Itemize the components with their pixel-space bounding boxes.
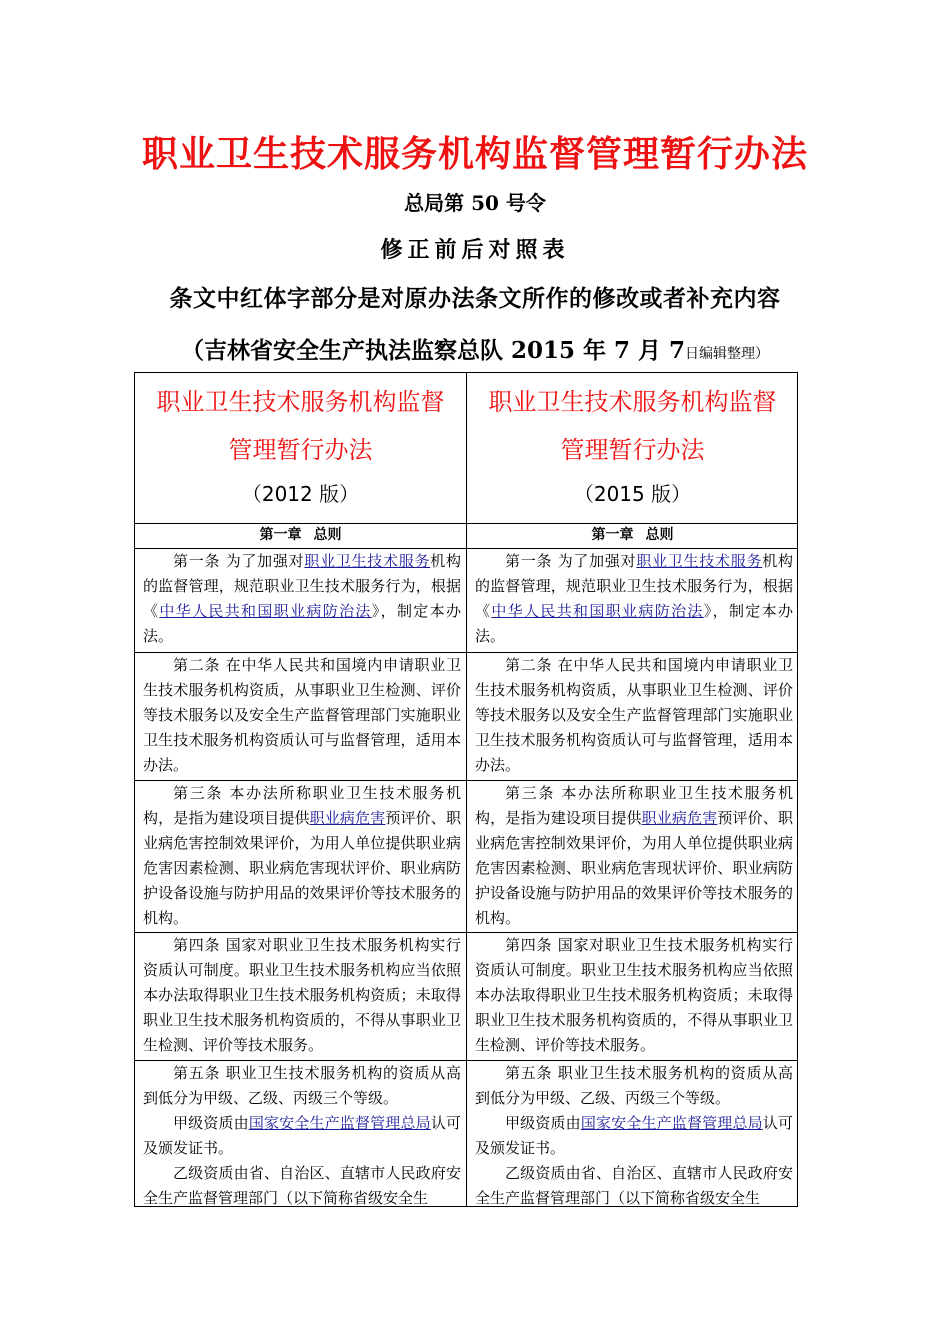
article-4-2015	[467, 933, 798, 1060]
article-5-2015	[467, 1061, 798, 1207]
link-occupational-hazard[interactable]: 职业病危害	[641, 809, 718, 827]
revision-note: 条文中红体字部分是对原办法条文所作的修改或者补充内容	[169, 285, 781, 312]
header-2012-title-line2: 管理暂行办法	[228, 436, 373, 464]
link-state-administration[interactable]: 国家安全生产监督管理总局	[248, 1114, 431, 1132]
header-2015	[467, 373, 798, 523]
header-2012	[135, 373, 466, 523]
article-text: 》，制定本办法。	[143, 602, 461, 645]
subtitle: 修正前后对照表	[380, 237, 570, 263]
article-text: 第三条 本办法所称职业卫生技术服务机构，是指为建设项目提供	[475, 784, 793, 827]
article-1-2012	[135, 549, 466, 652]
chapter-name: 总则	[313, 527, 342, 543]
article-text: 认可及颁发证书。	[475, 1114, 793, 1157]
chapter-number: 第一章	[591, 527, 634, 543]
chapter-name: 总则	[645, 527, 674, 543]
article-text: 甲级资质由	[505, 1114, 581, 1132]
header-2015-title-line2: 管理暂行办法	[560, 436, 705, 464]
article-5-2012	[135, 1061, 466, 1207]
link-occupational-disease-law[interactable]: 中华人民共和国职业病防治法	[159, 602, 372, 620]
editor-line	[0, 332, 950, 365]
article-text: 第五条 职业卫生技术服务机构的资质从高到低分为甲级、乙级、丙级三个等级。	[475, 1064, 793, 1107]
article-text: 第五条 职业卫生技术服务机构的资质从高到低分为甲级、乙级、丙级三个等级。	[143, 1064, 461, 1107]
article-3-row	[135, 781, 797, 933]
article-text: 第二条 在中华人民共和国境内申请职业卫生技术服务机构资质，从事职业卫生检测、评价等技术服务以及安全生产监督管理部门实施职业卫生技术服务机构资质认可与监督管理，适用本办法。	[475, 656, 793, 774]
chapter-number: 第一章	[259, 527, 302, 543]
chapter-row	[135, 524, 797, 549]
article-text: 预评价、职业病危害控制效果评价，为用人单位提供职业病危害因素检测、职业病危害现状评价、职业病防护设备设施与防护用品的效果评价等技术服务的机构。	[475, 809, 793, 927]
article-text: 第一条 为了加强对	[505, 552, 637, 570]
editor-small: 日编辑整理）	[685, 346, 770, 362]
header-2012-version: （2012 版）	[241, 482, 360, 506]
page-title: 职业卫生技术服务机构监督管理暂行办法	[141, 134, 808, 175]
article-text: 机构的监督管理，规范职业卫生技术服务行为，根据《	[475, 552, 793, 620]
header-2012-title-line1: 职业卫生技术服务机构监督	[156, 388, 445, 416]
article-text: 甲级资质由	[173, 1114, 249, 1132]
article-3-2012	[135, 781, 466, 932]
comparison-table	[134, 372, 798, 1207]
article-3-2015	[467, 781, 798, 932]
article-5-row	[135, 1061, 797, 1207]
article-text: 》，制定本办法。	[475, 602, 793, 645]
article-1-row	[135, 549, 797, 653]
article-text: 机构的监督管理，规范职业卫生技术服务行为，根据《	[143, 552, 461, 620]
article-text: 第四条 国家对职业卫生技术服务机构实行资质认可制度。职业卫生技术服务机构应当依照本办法取得职业卫生技术服务机构资质；未取得职业卫生技术服务机构资质的，不得从事职业卫生检测、评价等技术服务。	[475, 936, 793, 1054]
article-text: 乙级资质由省、自治区、直辖市人民政府安全生产监督管理部门（以下简称省级安全生	[143, 1164, 461, 1207]
article-text: 认可及颁发证书。	[143, 1114, 461, 1157]
link-occupational-disease-law[interactable]: 中华人民共和国职业病防治法	[491, 602, 704, 620]
chapter-heading-2012	[135, 524, 466, 548]
article-text: 乙级资质由省、自治区、直辖市人民政府安全生产监督管理部门（以下简称省级安全生	[475, 1164, 793, 1207]
article-2-2015	[467, 653, 798, 780]
header-2015-title	[467, 373, 798, 474]
table-header-row	[135, 373, 797, 524]
link-occupational-health-service[interactable]: 职业卫生技术服务	[304, 552, 431, 570]
editor-main: （吉林省安全生产执法监察总队 2015 年 7 月 7	[180, 337, 686, 364]
header-2015-version: （2015 版）	[573, 482, 692, 506]
link-state-administration[interactable]: 国家安全生产监督管理总局	[580, 1114, 763, 1132]
article-2-2012	[135, 653, 466, 780]
chapter-heading-2015	[467, 524, 798, 548]
article-text: 第二条 在中华人民共和国境内申请职业卫生技术服务机构资质，从事职业卫生检测、评价等技术服务以及安全生产监督管理部门实施职业卫生技术服务机构资质认可与监督管理，适用本办法。	[143, 656, 461, 774]
article-2-row	[135, 653, 797, 781]
header-2012-title	[135, 373, 466, 474]
link-occupational-health-service[interactable]: 职业卫生技术服务	[636, 552, 763, 570]
article-1-2015	[467, 549, 798, 652]
article-text: 第一条 为了加强对	[173, 552, 305, 570]
order-number: 总局第 50 号令	[404, 191, 546, 215]
link-occupational-hazard[interactable]: 职业病危害	[309, 809, 386, 827]
article-4-row	[135, 933, 797, 1061]
article-text: 第四条 国家对职业卫生技术服务机构实行资质认可制度。职业卫生技术服务机构应当依照本办法取得职业卫生技术服务机构资质；未取得职业卫生技术服务机构资质的，不得从事职业卫生检测、评价等技术服务。	[143, 936, 461, 1054]
article-text: 预评价、职业病危害控制效果评价，为用人单位提供职业病危害因素检测、职业病危害现状评价、职业病防护设备设施与防护用品的效果评价等技术服务的机构。	[143, 809, 461, 927]
article-text: 第三条 本办法所称职业卫生技术服务机构，是指为建设项目提供	[143, 784, 461, 827]
article-4-2012	[135, 933, 466, 1060]
header-2015-title-line1: 职业卫生技术服务机构监督	[488, 388, 777, 416]
